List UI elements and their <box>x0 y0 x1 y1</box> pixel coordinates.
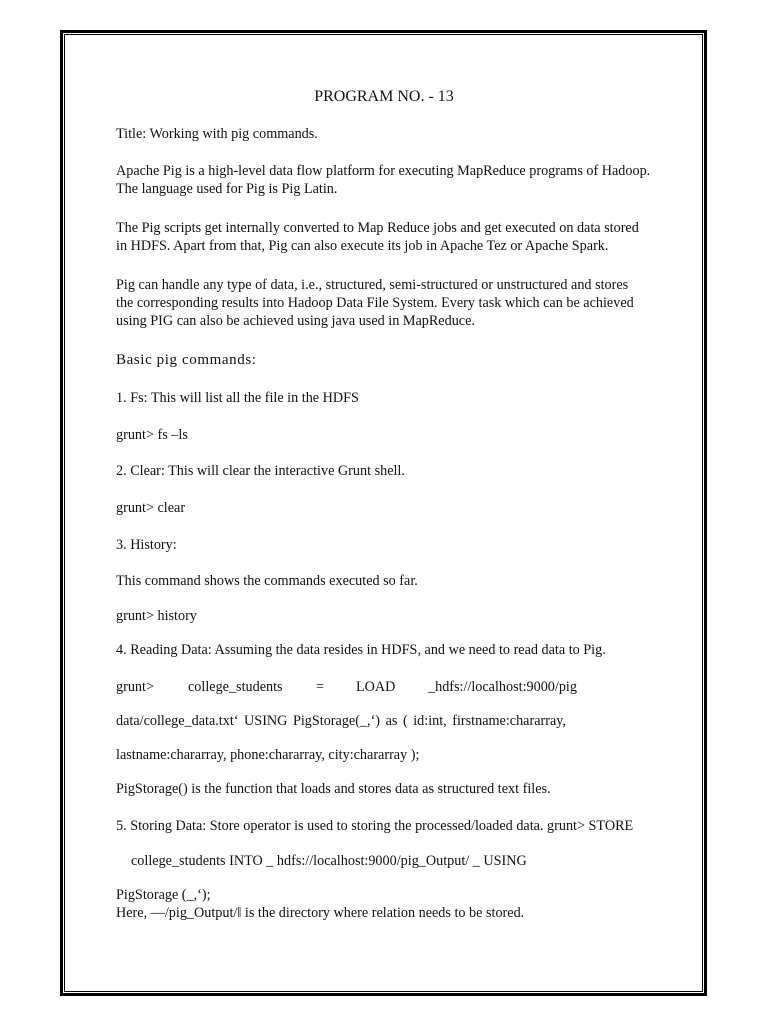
scripts-para-line: The Pig scripts get internally converted to Map Reduce jobs and get executed on data stored <box>116 220 639 236</box>
step-clear: 2. Clear: This will clear the interactive Grunt shell. <box>116 463 405 479</box>
data-para-line: Pig can handle any type of data, i.e., structured, semi-structured or unstructured and stores <box>116 277 629 293</box>
pigstorage-description: PigStorage() is the function that loads and stores data as structured text files. <box>116 781 551 797</box>
command-clear: grunt> clear <box>116 500 186 516</box>
history-description: This command shows the commands executed so far. <box>116 573 418 589</box>
step-history: 3. History: <box>116 537 177 553</box>
title-line: Title: Working with pig commands. <box>116 126 318 142</box>
section-heading: Basic pig commands: <box>116 352 257 368</box>
store-command-end: PigStorage (_,‘); <box>116 887 211 903</box>
program-heading: PROGRAM NO. - 13 <box>314 88 454 105</box>
step-fs: 1. Fs: This will list all the file in the HDFS <box>116 390 359 406</box>
data-para-line: the corresponding results into Hadoop Data File System. Every task which can be achieved <box>116 295 634 311</box>
load-command-continued: data/college_data.txt‘ USING PigStorage(_,‘) as ( id:int, firstname:chararray, <box>116 713 566 729</box>
store-note: Here, ―/pig_Output/‖ is the directory where relation needs to be stored. <box>116 905 525 921</box>
command-fs: grunt> fs –ls <box>116 427 188 443</box>
step-reading-data: 4. Reading Data: Assuming the data resides in HDFS, and we need to read data to Pig. <box>116 642 606 658</box>
load-relation: college_students <box>188 679 283 695</box>
load-prompt: grunt> <box>116 679 154 695</box>
load-path: _hdfs://localhost:9000/pig <box>428 679 577 695</box>
data-para-line: using PIG can also be achieved using java used in MapReduce. <box>116 313 475 329</box>
scripts-para-line: in HDFS. Apart from that, Pig can also execute its job in Apache Tez or Apache Spark. <box>116 238 609 254</box>
load-command-schema: lastname:chararray, phone:chararray, city:chararray ); <box>116 747 420 763</box>
intro-para-line: The language used for Pig is Pig Latin. <box>116 181 338 197</box>
load-equals: = <box>316 679 325 695</box>
intro-para-line: Apache Pig is a high-level data flow platform for executing MapReduce programs of Hadoop. <box>116 163 651 179</box>
load-keyword: LOAD <box>356 679 396 695</box>
step-storing-data: 5. Storing Data: Store operator is used to storing the processed/loaded data. grunt> STORE <box>116 818 634 834</box>
command-history: grunt> history <box>116 608 197 624</box>
store-command-line: college_students INTO _ hdfs://localhost:9000/pig_Output/ _ USING <box>131 853 527 869</box>
